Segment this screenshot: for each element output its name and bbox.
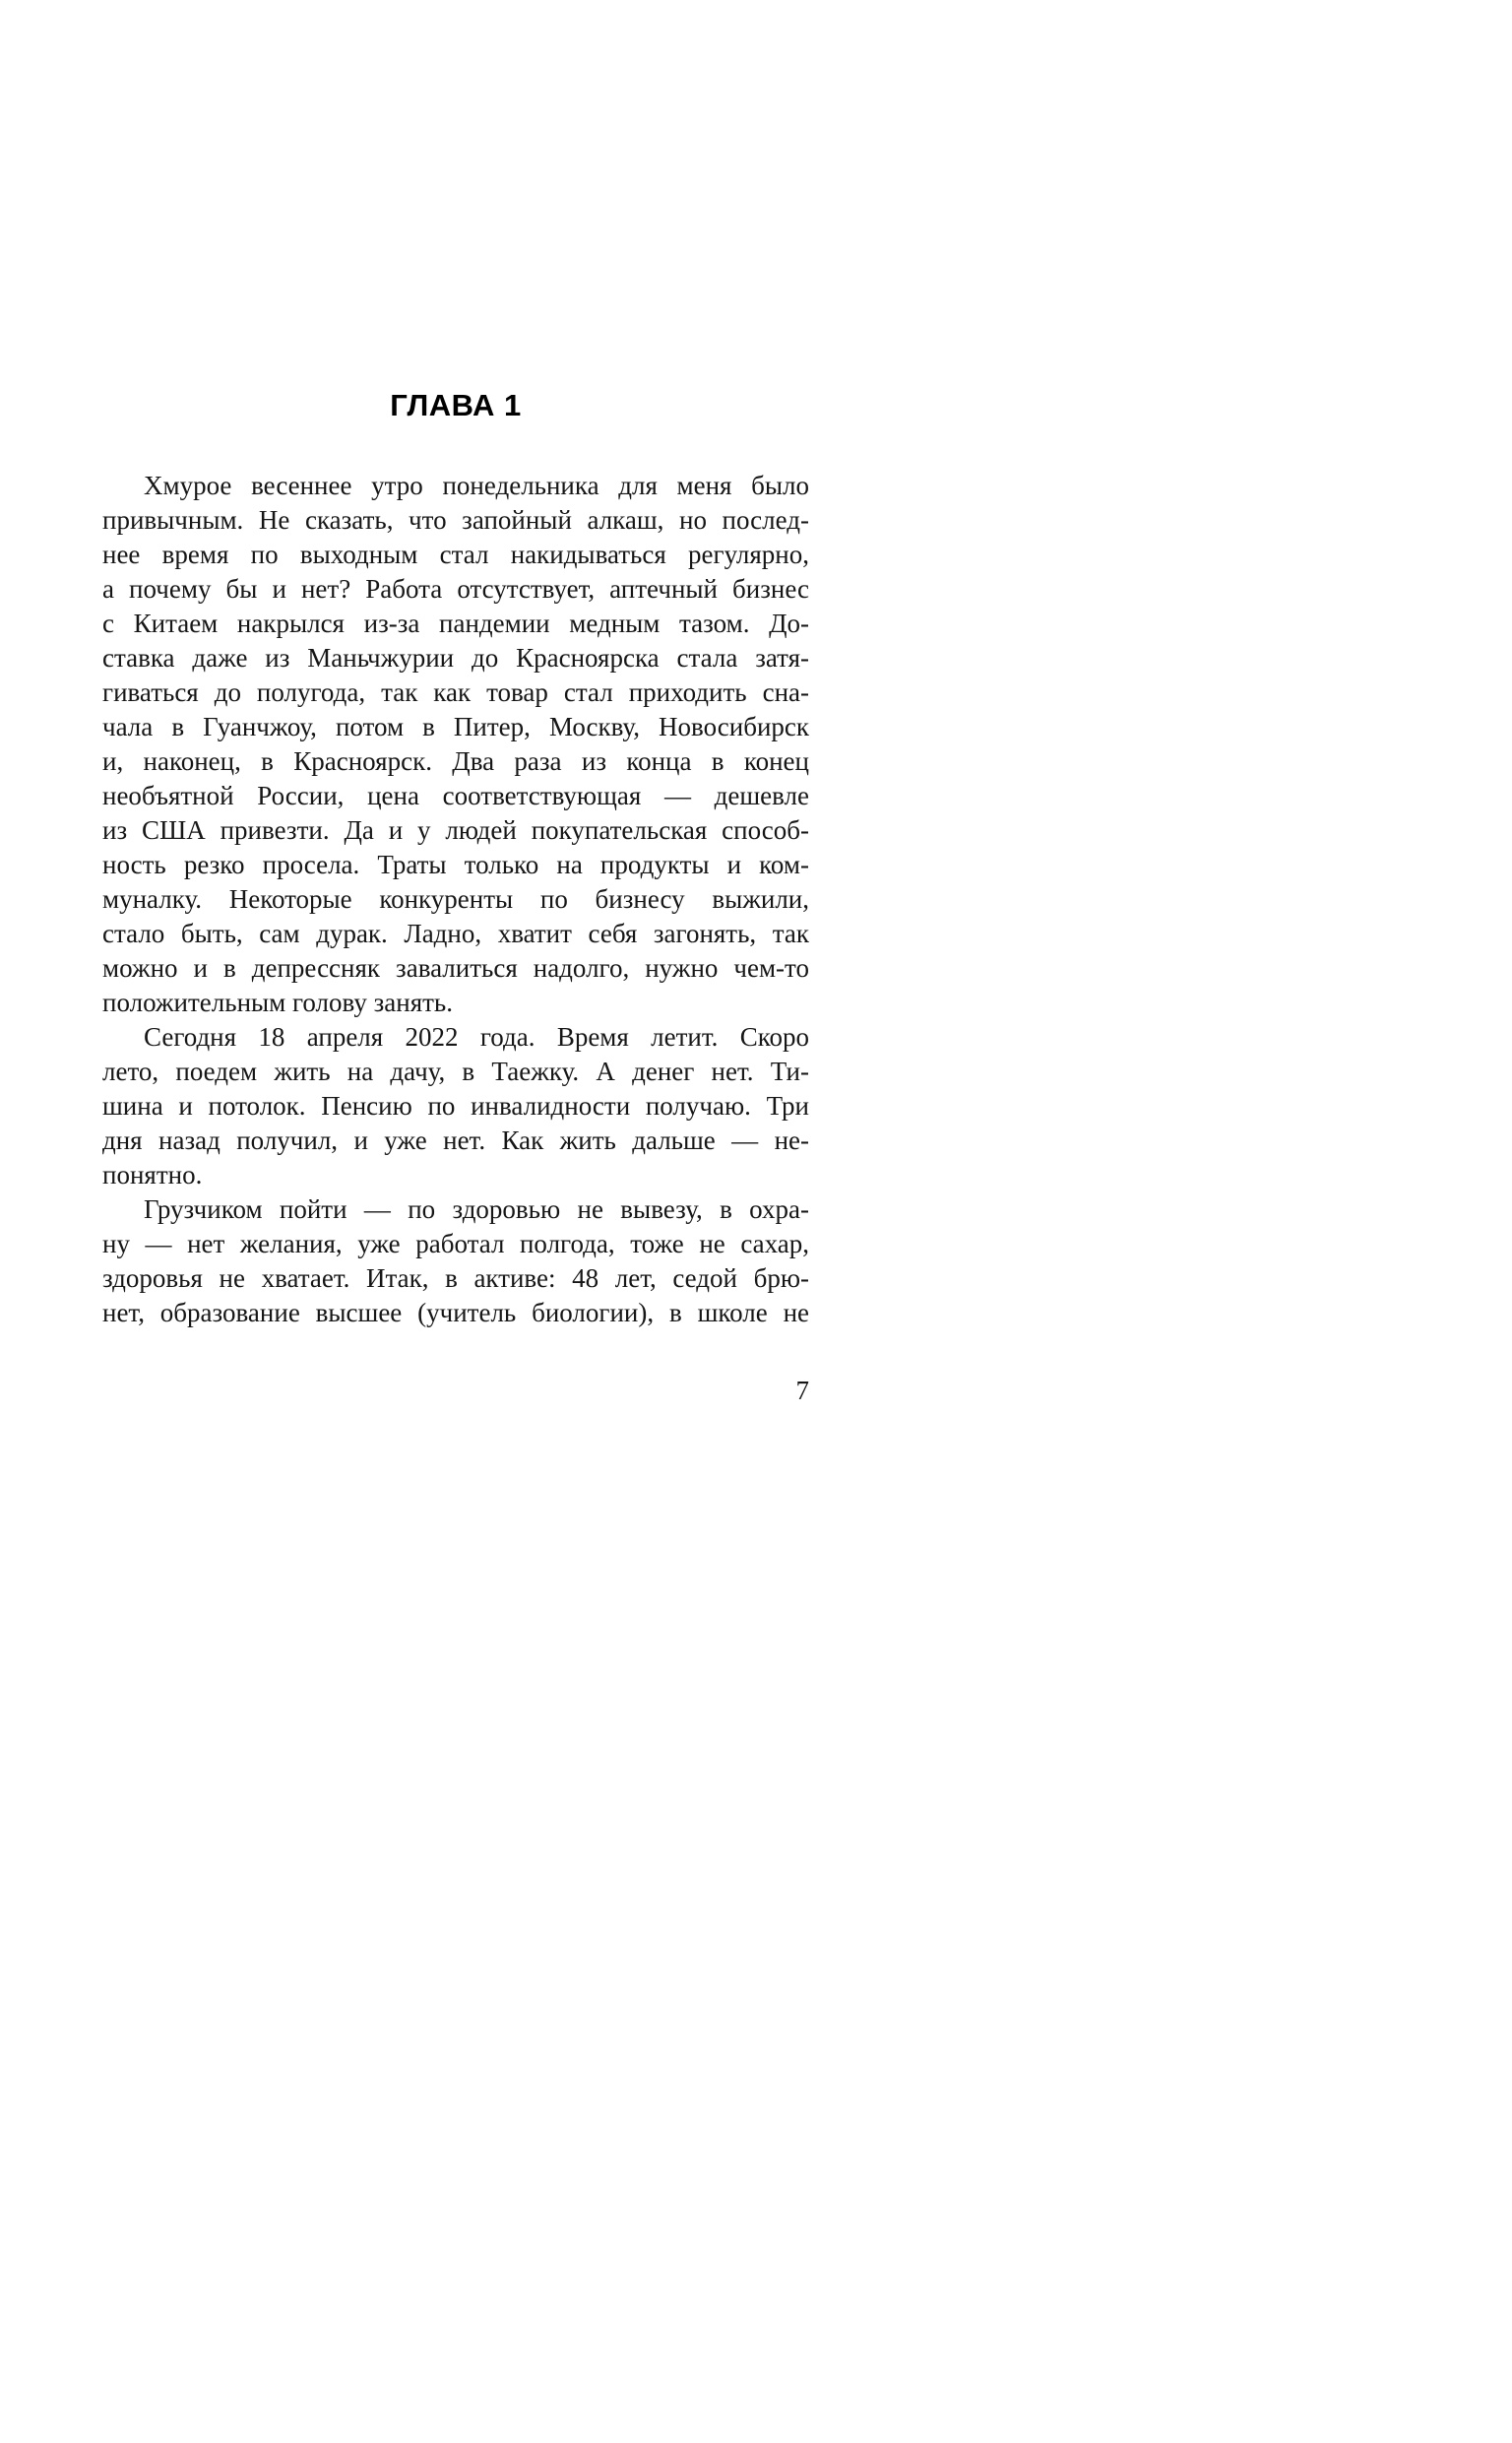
text-line: с Китаем накрылся из-за пандемии медным тазом. До-	[102, 609, 809, 638]
text-line: положительным голову занять.	[102, 988, 453, 1017]
text-line: Грузчиком пойти — по здоровью не вывезу, в охра-	[144, 1194, 809, 1224]
text-line: Хмурое весеннее утро понедельника для меня было	[144, 471, 809, 500]
text-line: шина и потолок. Пенсию по инвалидности получаю. Три	[102, 1091, 809, 1121]
chapter-title: ГЛАВА 1	[390, 388, 522, 422]
text-line: и, наконец, в Красноярск. Два раза из конца в конец	[102, 746, 809, 776]
text-column	[102, 388, 809, 1408]
text-line: лето, поедем жить на дачу, в Таежку. А денег нет. Ти-	[102, 1057, 809, 1086]
text-line: гиваться до полугода, так как товар стал приходить сна-	[102, 677, 809, 707]
text-line: понятно.	[102, 1160, 203, 1189]
text-line: ставка даже из Маньчжурии до Красноярска стала затя-	[102, 643, 809, 673]
text-line: Сегодня 18 апреля 2022 года. Время летит. Скоро	[144, 1022, 809, 1052]
paragraph	[102, 1192, 809, 1330]
text-line: а почему бы и нет? Работа отсутствует, аптечный бизнес	[102, 574, 809, 604]
text-line: нее время по выходным стал накидываться регулярно,	[102, 540, 809, 569]
paragraphs	[102, 469, 809, 1330]
text-line: здоровья не хватает. Итак, в активе: 48 лет, седой брю-	[102, 1263, 809, 1293]
text-line: нет, образование высшее (учитель биологии), в школе не	[102, 1298, 809, 1327]
text-line: чала в Гуанчжоу, потом в Питер, Москву, Новосибирск	[102, 712, 809, 741]
text-line: ну — нет желания, уже работал полгода, тоже не сахар,	[102, 1229, 809, 1258]
text-line: привычным. Не сказать, что запойный алкаш, но послед-	[102, 505, 809, 535]
text-line: необъятной России, цена соответствующая — дешевле	[102, 781, 809, 810]
text-line: дня назад получил, и уже нет. Как жить дальше — не-	[102, 1125, 809, 1155]
paragraph	[102, 1020, 809, 1192]
text-line: ность резко просела. Траты только на продукты и ком-	[102, 850, 809, 879]
text-line: можно и в депрессняк завалиться надолго, нужно чем-то	[102, 953, 809, 983]
text-line: из США привезти. Да и у людей покупательская способ-	[102, 815, 809, 845]
page-number: 7	[795, 1376, 809, 1405]
paragraph	[102, 469, 809, 1020]
text-line: муналку. Некоторые конкуренты по бизнесу выжили,	[102, 884, 809, 914]
text-line: стало быть, сам дурак. Ладно, хватит себя загонять, так	[102, 919, 809, 948]
